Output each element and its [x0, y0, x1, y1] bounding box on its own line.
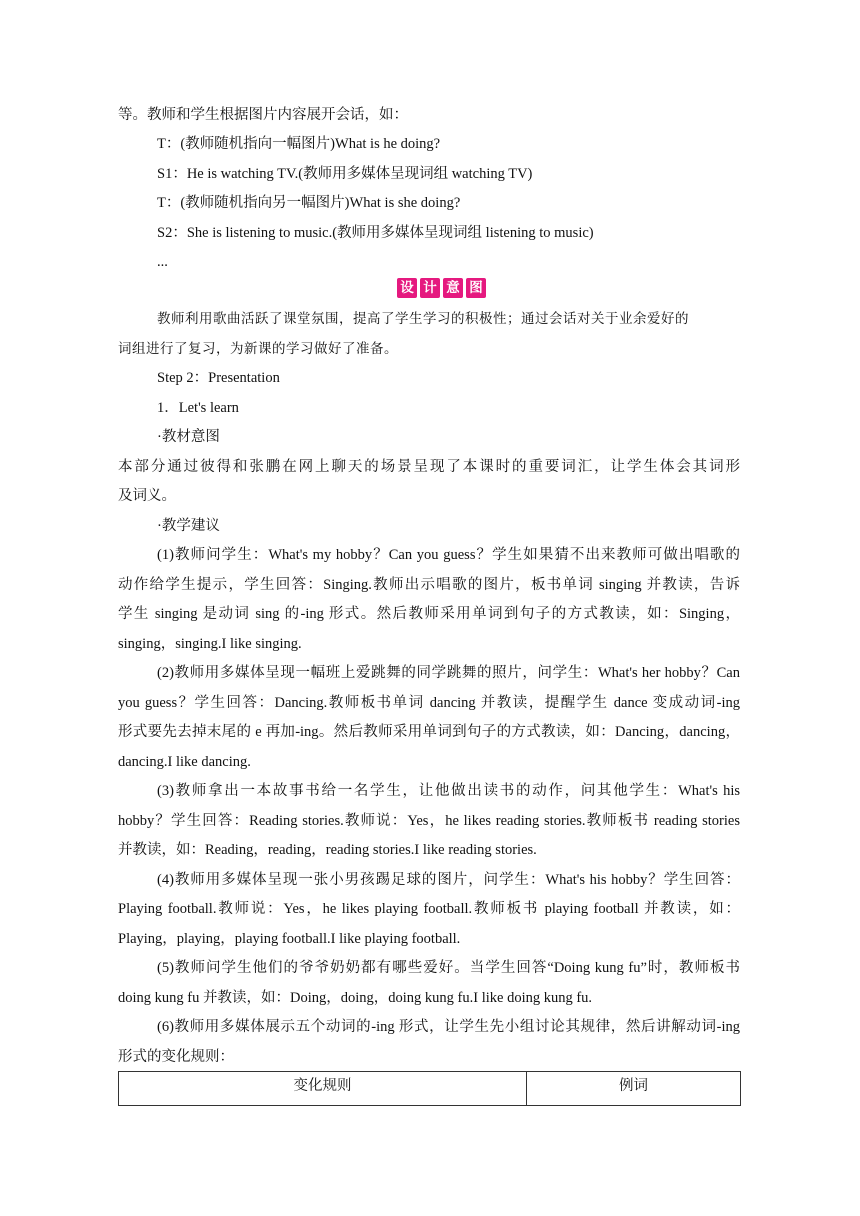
paragraph-line: (3)教师拿出一本故事书给一名学生，让他做出读书的动作，问其他学生：What's his: [157, 783, 740, 799]
dialogue-line-s2: S2：She is listening to music.(教师用多媒体呈现词组 listening to music): [157, 225, 594, 241]
dialogue-line-t1: T：(教师随机指向一幅图片)What is he doing?: [157, 136, 441, 152]
design-intent-text: 教师利用歌曲活跃了课堂氛围，提高了学生学习的积极性；通过会话对关于业余爱好的: [157, 311, 689, 327]
paragraph-line: 动作给学生提示，学生回答：Singing.教师出示唱歌的图片，板书单词 singing 并教读，告诉: [118, 577, 740, 593]
paragraph-line: Playing，playing，playing football.I like playing football.: [118, 931, 461, 947]
section-heading: 1．Let's learn: [157, 400, 239, 416]
ing-rules-table: [118, 1071, 741, 1106]
paragraph-line: 形式要先去掉末尾的 e 再加-ing。然后教师采用单词到句子的方式教读，如：Dancing，dancing，: [118, 724, 740, 740]
table-header-row: [119, 1072, 741, 1106]
paragraph-line: (4)教师用多媒体呈现一张小男孩踢足球的图片，问学生：What's his hobby？学生回答：: [157, 872, 740, 888]
table-header-cell: 变化规则: [119, 1072, 527, 1106]
paragraph-line: 学生 singing 是动词 sing 的-ing 形式。然后教师采用单词到句子的方式教读，如：Singing，: [118, 606, 740, 622]
badge-char: 设: [397, 278, 417, 298]
intro-line: 等。教师和学生根据图片内容展开会话，如：: [118, 107, 408, 123]
dialogue-line-s1: S1：He is watching TV.(教师用多媒体呈现词组 watching TV): [157, 166, 533, 182]
design-intent-badge: [397, 278, 486, 298]
paragraph-line: doing kung fu 并教读，如：Doing，doing，doing kung fu.I like doing kung fu.: [118, 990, 593, 1006]
ellipsis: ...: [157, 254, 168, 270]
dialogue-line-t2: T：(教师随机指向另一幅图片)What is she doing?: [157, 195, 461, 211]
paragraph-line: you guess？学生回答：Dancing.教师板书单词 dancing 并教读，提醒学生 dance 变成动词-ing: [118, 695, 740, 711]
paragraph-line: 形式的变化规则：: [118, 1049, 234, 1065]
table-header-cell: 例词: [526, 1072, 740, 1106]
paragraph-line: (6)教师用多媒体展示五个动词的-ing 形式，让学生先小组讨论其规律，然后讲解动词-ing: [157, 1019, 740, 1035]
badge-char: 计: [420, 278, 440, 298]
paragraph-line: (1)教师问学生：What's my hobby？Can you guess？学生如果猜不出来教师可做出唱歌的: [157, 547, 740, 563]
paragraph-line: Playing football.教师说：Yes，he likes playing football.教师板书 playing football 并教读，如：: [118, 901, 740, 917]
step-heading: Step 2：Presentation: [157, 370, 280, 386]
badge-char: 图: [466, 278, 486, 298]
badge-char: 意: [443, 278, 463, 298]
paragraph-line: hobby？学生回答：Reading stories.教师说：Yes，he likes reading stories.教师板书 reading stories: [118, 813, 740, 829]
teaching-suggestion-label: ·教学建议: [157, 518, 220, 534]
textbook-intent-label: ·教材意图: [157, 429, 220, 445]
paragraph-line: 及词义。: [118, 488, 176, 504]
paragraph-line: dancing.I like dancing.: [118, 754, 251, 770]
paragraph-line: 本部分通过彼得和张鹏在网上聊天的场景呈现了本课时的重要词汇，让学生体会其词形: [118, 459, 740, 475]
paragraph-line: (5)教师问学生他们的爷爷奶奶都有哪些爱好。当学生回答“Doing kung fu”时，教师板书: [157, 960, 740, 976]
design-intent-text: 词组进行了复习，为新课的学习做好了准备。: [118, 341, 398, 357]
paragraph-line: (2)教师用多媒体呈现一幅班上爱跳舞的同学跳舞的照片，问学生：What's her hobby？Can: [157, 665, 740, 681]
paragraph-line: 并教读，如：Reading，reading，reading stories.I like reading stories.: [118, 842, 537, 858]
paragraph-line: singing，singing.I like singing.: [118, 636, 302, 652]
